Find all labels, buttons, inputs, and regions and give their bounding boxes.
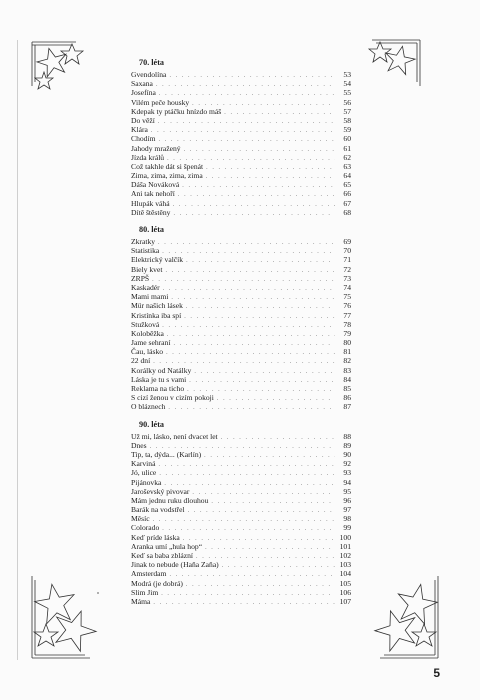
toc-entry: Elektrický valčík . . . 71	[131, 255, 351, 264]
toc-entry: Jinak to nebude (Haňa Zaňa) . . . 103	[131, 560, 351, 569]
toc-entry: Keď príde láska . . . 100	[131, 533, 351, 542]
page-number: 5	[433, 666, 440, 680]
toc-entry: Reklama na ticho . . . 85	[131, 384, 351, 393]
toc-entry: Chodím . . . 60	[131, 134, 351, 143]
toc-entry: Láska je tu s vami . . . 84	[131, 375, 351, 384]
star-ornament-bottom-right	[362, 572, 442, 662]
toc-entry: Měsíc . . . 98	[131, 514, 351, 523]
toc-entry: Modrá (je dobrá) . . . 105	[131, 579, 351, 588]
toc-entry: Barák na vodstřel . . . 97	[131, 505, 351, 514]
binding-edge	[17, 40, 18, 660]
section-heading: 70. léta	[139, 58, 165, 67]
toc-entry: Klára . . . 59	[131, 125, 351, 134]
section-heading: 80. léta	[139, 225, 165, 234]
star-ornament-bottom-left	[30, 572, 110, 662]
toc-entry: Kaskadér . . . 74	[131, 283, 351, 292]
toc-entry: Mür našich lásek . . . 76	[131, 301, 351, 310]
toc-entry: Colorado . . . 99	[131, 523, 351, 532]
toc-entry: Josefína . . . 55	[131, 88, 351, 97]
toc-entry: O bláznech . . . 87	[131, 402, 351, 411]
toc-entry: Máma . . . 107	[131, 597, 351, 606]
toc-entry: Jízda králů . . . 62	[131, 153, 351, 162]
star-ornament-top-left	[30, 38, 100, 100]
toc-entry: Aranka umí „hula hop“ . . . 101	[131, 542, 351, 551]
toc-section-80s	[131, 225, 351, 412]
toc-entry: ZRPŠ . . . 73	[131, 274, 351, 283]
toc-entry: Statistika . . . 70	[131, 246, 351, 255]
toc-entry: Koloběžka . . . 79	[131, 329, 351, 338]
toc-entry: Tip, ta, dýda... (Karlín) . . . 90	[131, 450, 351, 459]
toc-entry: Mám jednu ruku dlouhou . . . 96	[131, 496, 351, 505]
toc-entry: Jame sehraní . . . 80	[131, 338, 351, 347]
toc-entry: Amsterdam . . . 104	[131, 569, 351, 578]
toc-entry: Biely kvet . . . 72	[131, 265, 351, 274]
toc-entry: Už mi, lásko, není dvacet let . . . 88	[131, 432, 351, 441]
toc-entry: Kristínka iba spí . . . 77	[131, 311, 351, 320]
toc-entry: Karviná . . . 92	[131, 459, 351, 468]
toc-entry: Gvendolína . . . 53	[131, 70, 351, 79]
toc-entry: Saxana . . . 54	[131, 79, 351, 88]
toc-entry: Což takhle dát si špenát . . . 63	[131, 162, 351, 171]
toc-entry: Slim Jim . . . 106	[131, 588, 351, 597]
toc-entry: Jó, ulice . . . 93	[131, 468, 351, 477]
toc-entry: Ani tak nehoří . . . 66	[131, 189, 351, 198]
print-speck	[97, 592, 99, 594]
toc-entry: Mami mami . . . 75	[131, 292, 351, 301]
toc-entry: Jaroševský pivovar . . . 95	[131, 487, 351, 496]
toc-entry: Zkratky . . . 69	[131, 237, 351, 246]
toc-entry: Kdepak ty ptáčku hnízdo máš . . . 57	[131, 107, 351, 116]
toc-entry: Keď sa baba zblázní . . . 102	[131, 551, 351, 560]
toc-entry: Jahody mražený . . . 61	[131, 144, 351, 153]
toc-section-70s	[131, 58, 351, 217]
toc-entry: Vilém peče housky . . . 56	[131, 98, 351, 107]
toc-entry: 22 dní . . . 82	[131, 356, 351, 365]
toc-section-90s	[131, 420, 351, 607]
toc-entry: Čau, lásko . . . 81	[131, 347, 351, 356]
toc-entry: Pijánovka . . . 94	[131, 478, 351, 487]
toc-entry: Stužková . . . 78	[131, 320, 351, 329]
toc-entry: Korálky od Natálky . . . 83	[131, 366, 351, 375]
toc-entry: Dítě štěstěny . . . 68	[131, 208, 351, 217]
section-heading: 90. léta	[139, 419, 165, 429]
toc-entry: Hlupák váhá . . . 67	[131, 199, 351, 208]
toc-entry: S cizí ženou v cizím pokoji . . . 86	[131, 393, 351, 402]
toc-entry: Do věží . . . 58	[131, 116, 351, 125]
table-of-contents	[131, 58, 351, 614]
toc-entry: Dáša Nováková . . . 65	[131, 180, 351, 189]
toc-entry: Dnes . . . 89	[131, 441, 351, 450]
star-ornament-top-right	[352, 36, 422, 98]
toc-entry: Zima, zima, zima, zima . . . 64	[131, 171, 351, 180]
